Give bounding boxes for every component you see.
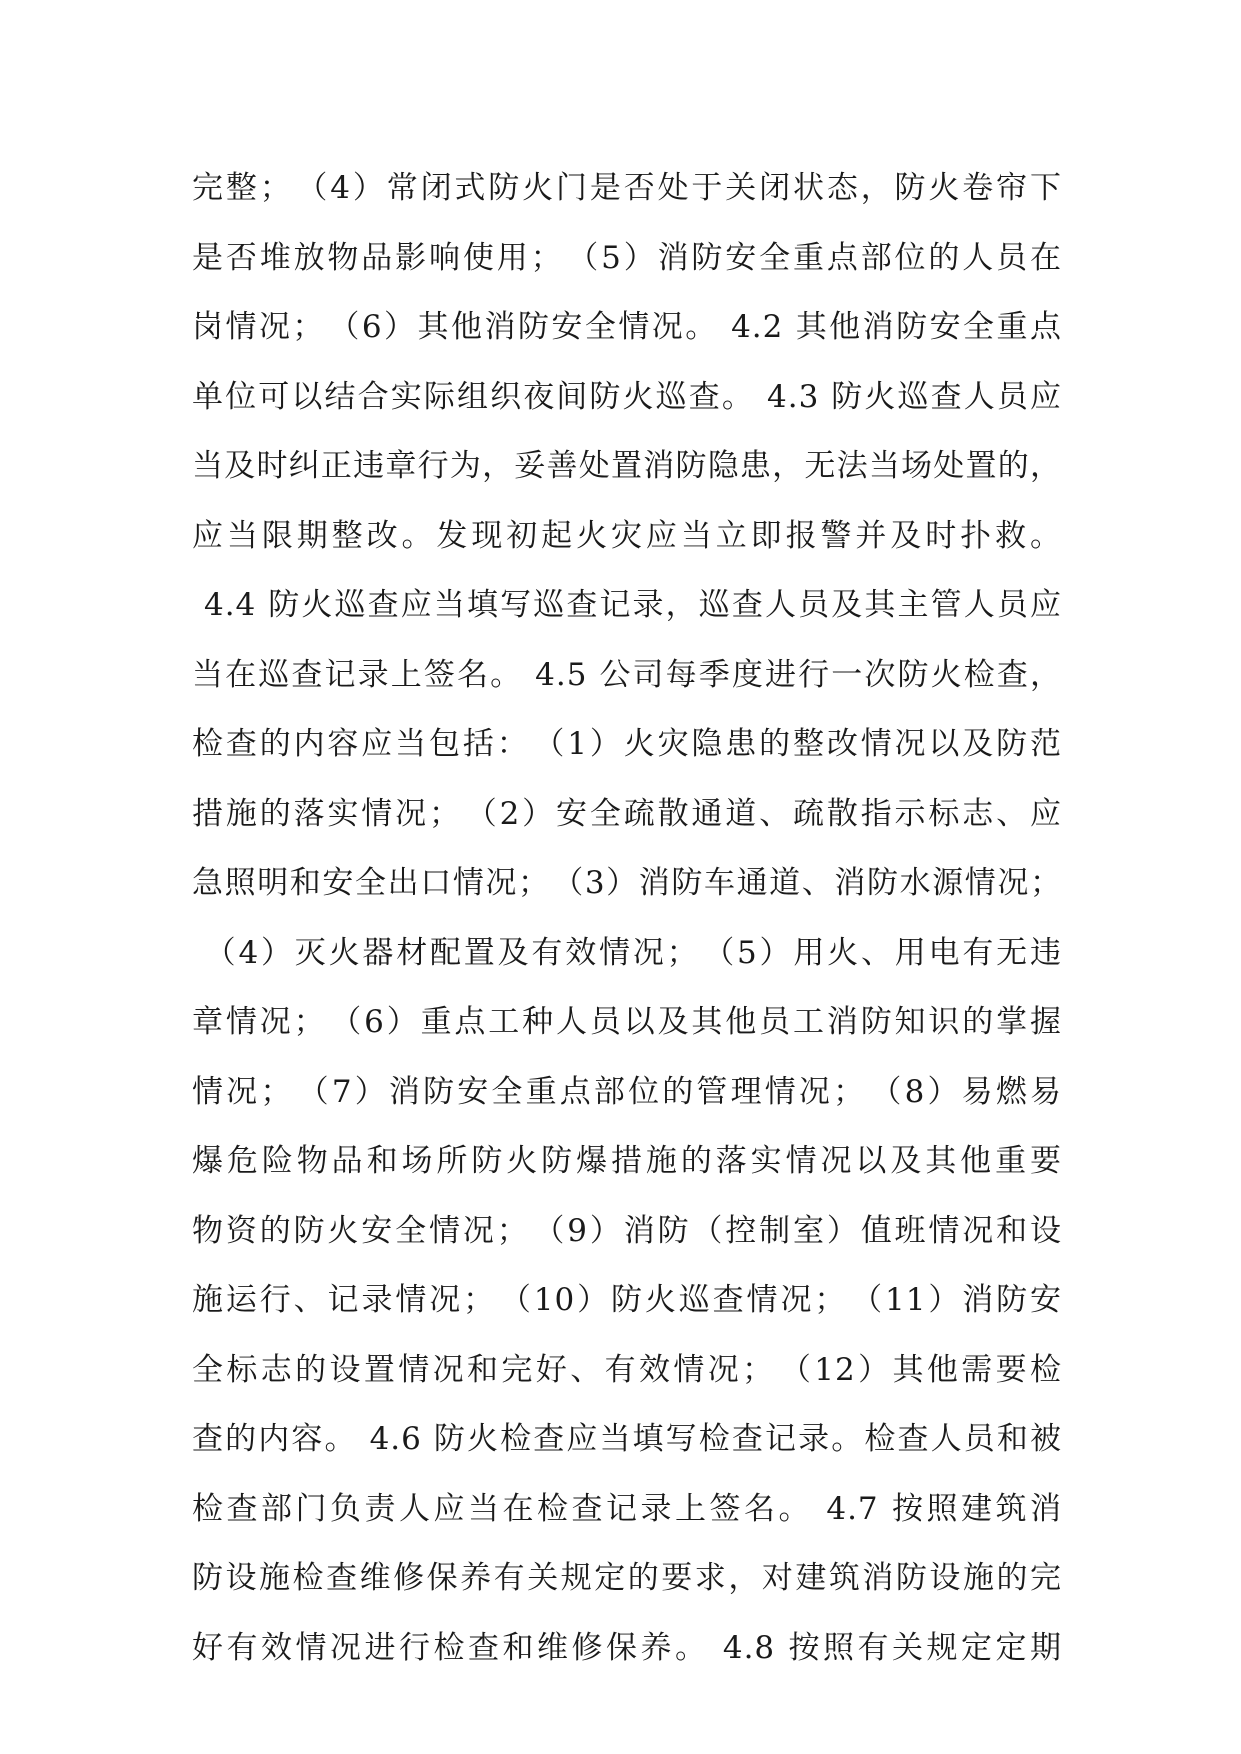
text-line: 单位可以结合实际组织夜间防火巡查。 4.3 防火巡查人员应 bbox=[192, 378, 1062, 415]
text-line: 情况； （7）消防安全重点部位的管理情况； （8）易燃易 bbox=[192, 1073, 1062, 1110]
text-line: 爆危险物品和场所防火防爆措施的落实情况以及其他重要 bbox=[192, 1143, 1062, 1179]
text-line: 检查部门负责人应当在检查记录上签名。 4.7 按照建筑消 bbox=[192, 1490, 1062, 1527]
text-line: 检查的内容应当包括： （1）火灾隐患的整改情况以及防范 bbox=[192, 726, 1062, 762]
text-line: 应当限期整改。发现初起火灾应当立即报警并及时扑救。 bbox=[192, 517, 1062, 554]
text-line: 查的内容。 4.6 防火检查应当填写检查记录。检查人员和被 bbox=[192, 1421, 1062, 1457]
body-text bbox=[192, 154, 1062, 1683]
text-line: 当在巡查记录上签名。 4.5 公司每季度进行一次防火检查， bbox=[192, 656, 1062, 693]
text-line: 全标志的设置情况和完好、有效情况； （12）其他需要检 bbox=[192, 1351, 1062, 1388]
text-line: 完整； （4）常闭式防火门是否处于关闭状态，防火卷帘下 bbox=[192, 170, 1062, 206]
text-line: （4）灭火器材配置及有效情况； （5）用火、用电有无违 bbox=[192, 934, 1062, 971]
text-line: 是否堆放物品影响使用； （5）消防安全重点部位的人员在 bbox=[192, 239, 1062, 276]
text-line: 措施的落实情况； （2）安全疏散通道、疏散指示标志、应 bbox=[192, 795, 1062, 832]
text-line: 4.4 防火巡查应当填写巡查记录，巡查人员及其主管人员应 bbox=[192, 587, 1062, 623]
text-line: 岗情况； （6）其他消防安全情况。 4.2 其他消防安全重点 bbox=[192, 309, 1062, 345]
text-line: 施运行、记录情况； （10）防火巡查情况； （11）消防安 bbox=[192, 1282, 1062, 1318]
text-line: 章情况； （6）重点工种人员以及其他员工消防知识的掌握 bbox=[192, 1004, 1062, 1040]
text-line: 防设施检查维修保养有关规定的要求，对建筑消防设施的完 bbox=[192, 1560, 1062, 1596]
text-line: 急照明和安全出口情况； （3）消防车通道、消防水源情况； bbox=[192, 865, 1062, 901]
text-line: 好有效情况进行检查和维修保养。 4.8 按照有关规定定期 bbox=[192, 1629, 1062, 1666]
text-line: 当及时纠正违章行为，妥善处置消防隐患，无法当场处置的， bbox=[192, 448, 1062, 484]
text-line: 物资的防火安全情况； （9）消防（控制室）值班情况和设 bbox=[192, 1212, 1062, 1249]
